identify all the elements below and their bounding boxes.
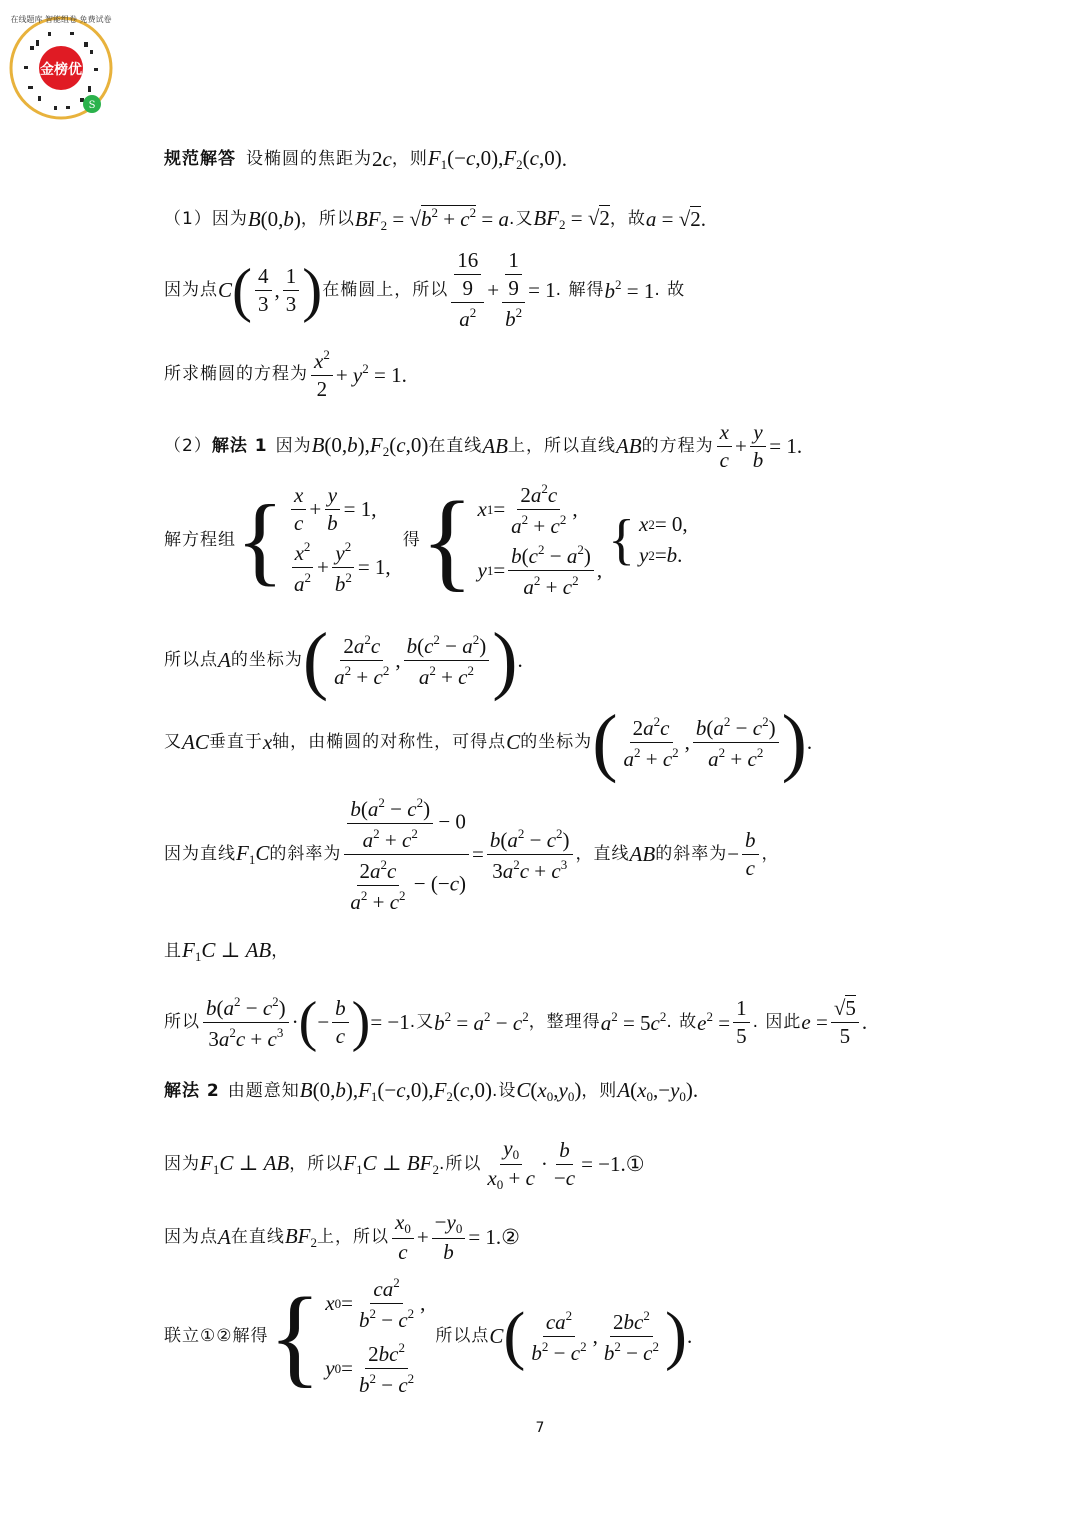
text: 所以点 [164, 649, 218, 670]
text: .设 [491, 1081, 517, 1101]
text: . 因此 [752, 1011, 802, 1032]
text: 所以 [164, 1011, 200, 1032]
math: $F_1(-c,0),F_2(c,0)$ [427, 146, 562, 172]
page-number: 7 [535, 1420, 545, 1436]
text: 的斜率为 [269, 844, 342, 864]
text: 上，所以直线 [507, 436, 616, 456]
part-label: （1）因为 [164, 208, 248, 229]
jinbangyou-logo [8, 6, 114, 124]
text: 所求椭圆的方程为 [164, 363, 308, 384]
equation-marker: .① [620, 1152, 645, 1176]
system-line: 解方程组 { $\frac{x}{c}$ + $\frac{y}{b}$ = 1, $\frac{x^2}{a^2}$ + $\frac{y^2}{b^2}$ = 1, 得 { x 1 = $\frac{2a^2c}{a^2 + c^2}$ , y 1 = $\frac{b(c^2 - a^2)}{a^2 + c^2}$ , { x 2 = 0, y 2 = b . [164, 479, 688, 601]
text: 因为直线 [164, 844, 236, 864]
text: ，则 [391, 149, 428, 169]
text: ，整理得 [528, 1011, 601, 1032]
text: .又 [409, 1011, 435, 1032]
method-label: 解法 1 [211, 436, 268, 456]
math: B(0,b) [247, 206, 301, 231]
fraction: $\frac{\frac{16}{9}}{a^2}$ [451, 250, 484, 330]
text: .又 [508, 208, 534, 229]
math: a = √2 [645, 206, 701, 231]
text: 因为 [275, 436, 312, 456]
text: 因为 [164, 1154, 200, 1174]
svg-text:S: S [88, 100, 96, 111]
text: .所以 [439, 1154, 482, 1174]
text: 在直线 [230, 1227, 285, 1247]
text: 且 [164, 941, 182, 961]
text: 在直线 [428, 436, 483, 456]
text: ，所以 [289, 1154, 344, 1174]
result-e-line: 所以 $\frac{b(a^2 - c^2)}{3a^2c + c^3}$ · ( − $\frac{b}{c}$ ) = −1 .又 $b^2 = a^2 - c^2$ ，整理得 $a^2 = 5c^2$ . 故 $e^2$ = $\frac{1}{5}$ . 因此 e = $\frac{√5}{5}$ . [164, 991, 868, 1053]
logo-center-text: 金榜优 [40, 62, 82, 78]
text: 垂直于 [208, 731, 263, 752]
text: . 故 [666, 1011, 698, 1032]
logo-graphic [8, 6, 114, 124]
slope-line: 因为直线 $F_1C$ 的斜率为 $\frac{b(a^2 - c^2)}{a^2 + c^2}$ − 0 $\frac{2a^2c}{a^2 + c^2}$ − (−c) = $\frac{b(a^2 - c^2)}{3a^2c + c^3}$ ，直线 AB 的斜率为 − $\frac{b}{c}$ ， [164, 795, 780, 914]
method2-line: 解法 2 由题意知 $B(0,b),F_1(-c,0),F_2(c,0)$ .设 $C(x_0,y_0)$ ，则 $A(x_0,-y_0)$. [164, 1078, 699, 1104]
text: . 故 [654, 279, 686, 300]
equation-2-line: 因为点 A 在直线 $BF_2$ 上，所以 $\frac{x_0}{c}$ + $\frac{-y_0}{b}$ = 1 .② [164, 1210, 520, 1264]
perpendicular-line: 且 $F_1C$ ⊥ AB ， [164, 938, 290, 964]
text: 由题意知 [227, 1081, 300, 1101]
method-label: 解法 2 [164, 1081, 220, 1101]
text: 上，所以 [316, 1227, 389, 1247]
text: 轴，由椭圆的对称性，可得点 [272, 731, 507, 752]
text: ，所以 [300, 208, 355, 229]
text: 的斜率为 [655, 844, 728, 864]
text: ，则 [581, 1081, 618, 1101]
text: 的坐标为 [230, 649, 303, 670]
equation-1-line: 因为 $F_1C$ ⊥ AB ，所以 $F_1C$ ⊥ $BF_2$ .所以 $\frac{y_0}{x_0 + c}$ · $\frac{b}{-c}$ = −1 .① [164, 1136, 645, 1192]
equation-marker: .② [495, 1225, 520, 1249]
text: 在椭圆上，所以 [322, 279, 449, 300]
text: 所以点 [435, 1325, 490, 1346]
text: ，直线 [575, 844, 630, 864]
text: 又 [164, 731, 182, 752]
ellipse-equation-line: 所求椭圆的方程为 $\frac{x^2}{2}$ + $y^2 = 1$. [164, 347, 407, 401]
part1-line: （1）因为 B(0,b) ，所以 $BF_2 = √b^2 + c^2 = a$ .又 $BF_2 = √2$ ，故 a = √2 . [164, 205, 707, 233]
solution-header-line: 规范解答 设椭圆的焦距为 2c ，则 $F_1(-c,0),F_2(c,0)$ . [164, 146, 567, 172]
text: . 解得 [555, 279, 605, 300]
final-solution-line: 联立①②解得 { x 0 = $\frac{ca^2}{b^2 - c^2}$ , y 0 = $\frac{2bc^2}{b^2 - c^2}$ 所以点 C ( $\frac{ca^2}{b^2 - c^2}$ , $\frac{2bc^2}{b^2 - c^2}$ ) . [164, 1275, 693, 1397]
text: 设椭圆的焦距为 [246, 149, 372, 169]
logo-ring-text: 在线题库 智能组卷 免费试卷 [10, 15, 112, 24]
text: ，故 [609, 208, 646, 229]
text: 得 [402, 529, 421, 550]
point-c-line: 因为点 C ( $\frac{4}{3}$ , $\frac{1}{3}$ ) 在椭圆上，所以 $\frac{\frac{16}{9}}{a^2}$ + $\frac{\frac{1}{9}}{b^2}$ = 1 . 解得 $b^2 = 1$ . 故 [164, 248, 686, 331]
fraction: $\frac{\frac{1}{9}}{b^2}$ [502, 250, 525, 330]
math: $BF_2 = √b^2 + c^2 = a$ [354, 205, 509, 233]
text: 因为点 [164, 1227, 218, 1247]
text: 的坐标为 [520, 731, 593, 752]
text: 的方程为 [641, 436, 714, 456]
part-label: （2） [164, 436, 212, 456]
text: 因为点 [164, 279, 218, 300]
point-a-coords-line: 所以点 A 的坐标为 ( $\frac{2a^2c}{a^2 + c^2}$ , $\frac{b(c^2 - a^2)}{a^2 + c^2}$ ) . [164, 618, 523, 702]
math: $BF_2 = √2$ [533, 205, 610, 232]
part2-method1-line: （2） 解法 1 因为 $B(0,b),F_2(c,0)$ 在直线 AB 上，所以直线 AB 的方程为 $\frac{x}{c}$ + $\frac{y}{b}$ = 1. [164, 420, 803, 472]
solution-heading: 规范解答 [164, 149, 236, 169]
text: 联立①②解得 [164, 1325, 269, 1346]
text: 解方程组 [164, 529, 236, 550]
math: 2c [372, 147, 392, 171]
point-c-coords-line: 又 AC 垂直于 x 轴，由椭圆的对称性，可得点 C 的坐标为 ( $\frac{2a^2c}{a^2 + c^2}$ , $\frac{b(a^2 - c^2)}{a^2 + c^2}$ ) . [164, 700, 813, 784]
